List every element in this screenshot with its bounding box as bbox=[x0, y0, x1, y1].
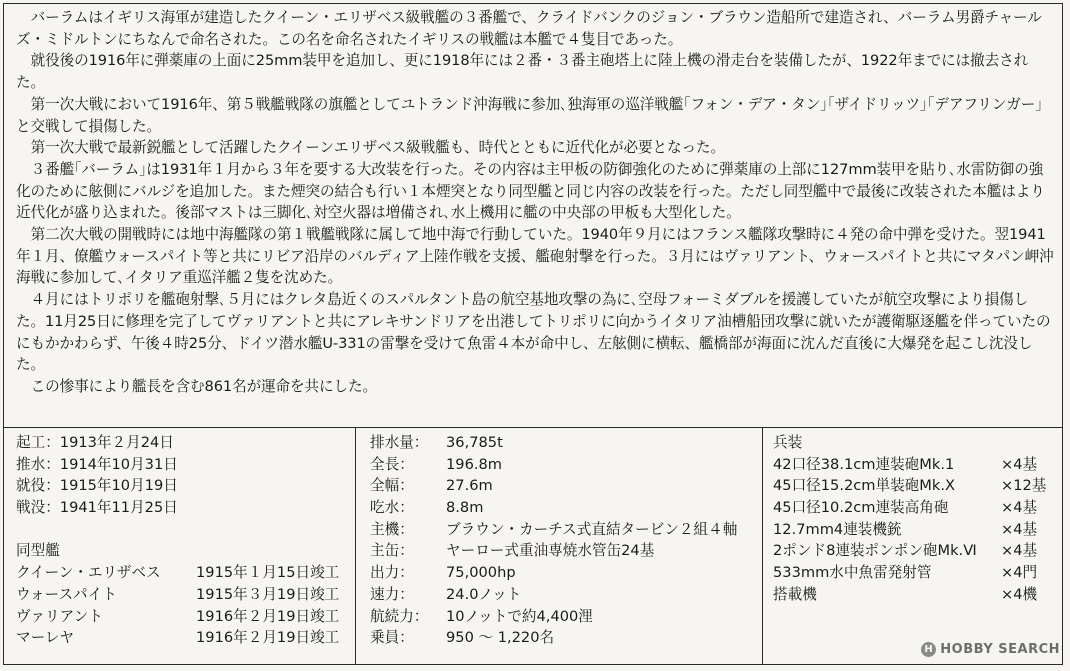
weapon-count: ×4基 bbox=[1001, 520, 1038, 538]
armament-column bbox=[763, 428, 1062, 664]
sister-ship-date: 1916年２月19日竣工 bbox=[196, 629, 340, 647]
sister-ship-name: クイーン・エリザベス bbox=[16, 564, 161, 582]
spec-label: 吃水： bbox=[370, 499, 414, 517]
sister-ship-name: ウォースパイト bbox=[16, 585, 117, 603]
weapon-name: 533mm水中魚雷発射管 bbox=[773, 564, 932, 582]
dates-column bbox=[4, 428, 356, 664]
armament-row bbox=[773, 519, 1062, 541]
history-paragraph: 第一次大戦で最新鋭艦として活躍したクイーンエリザベス級戦艦も、時代とともに近代化が必要となった。 bbox=[30, 139, 725, 157]
spec-row bbox=[370, 475, 762, 497]
armament-row bbox=[773, 454, 1062, 476]
armament-row bbox=[773, 475, 1062, 497]
spec-row bbox=[370, 540, 762, 562]
spec-row bbox=[370, 519, 762, 541]
spec-label: 全幅： bbox=[370, 477, 414, 495]
date-row: 推水：1914年10月31日 bbox=[16, 455, 178, 473]
date-row: 就役：1915年10月19日 bbox=[16, 477, 178, 495]
spec-row bbox=[370, 562, 762, 584]
sister-ship-row bbox=[16, 562, 355, 584]
history-paragraph: 就役後の1916年に弾薬庫の上面に25mm装甲を追加し、更に1918年には２番・３番主砲塔上に陸上機の滑走台を装備したが、1922年までには撤去された。 bbox=[16, 52, 1029, 92]
weapon-name: 搭載機 bbox=[773, 585, 817, 603]
watermark bbox=[921, 642, 1060, 657]
armament-row bbox=[773, 562, 1062, 584]
sister-ship-date: 1915年１月15日竣工 bbox=[196, 564, 340, 582]
spec-value: 36,785t bbox=[446, 434, 503, 451]
armament-row bbox=[773, 497, 1062, 519]
spec-value: ブラウン・カーチス式直結タービン２組４軸 bbox=[446, 520, 738, 538]
spec-row bbox=[370, 432, 762, 454]
spec-table bbox=[4, 428, 1062, 664]
spec-label: 航続力： bbox=[370, 607, 429, 625]
spec-value: ヤーロー式重油専焼水管缶24基 bbox=[446, 542, 655, 560]
sister-ships-title: 同型艦 bbox=[16, 542, 60, 560]
spec-row bbox=[370, 606, 762, 628]
sister-ship-date: 1916年２月19日竣工 bbox=[196, 607, 340, 625]
spec-label: 出力： bbox=[370, 564, 414, 582]
weapon-count: ×4基 bbox=[1001, 499, 1038, 517]
weapon-count: ×4門 bbox=[1001, 564, 1038, 582]
spec-value: 24.0ノット bbox=[446, 585, 522, 603]
history-paragraph: この惨事により艦長を含む861名が運命を共にした。 bbox=[30, 377, 378, 395]
spec-row bbox=[370, 497, 762, 519]
weapon-count: ×4基 bbox=[1001, 542, 1038, 560]
spec-value: 8.8m bbox=[446, 499, 484, 517]
weapon-name: 42口径38.1cm連装砲Mk.1 bbox=[773, 455, 955, 473]
spec-label: 全長： bbox=[370, 455, 414, 473]
spec-value: 196.8m bbox=[446, 455, 502, 473]
history-paragraph: 第一次大戦において1916年、第５戦艦戦隊の旗艦としてユトランド沖海戦に参加､独海軍の巡洋戦艦｢フォン・デア・タン｣｢ザイドリッツ｣｢デアフリンガー｣と交戦して損傷した。 bbox=[16, 95, 1043, 135]
weapon-name: 2ポンド8連装ポンポン砲Mk.Ⅵ bbox=[773, 542, 977, 560]
specs-column bbox=[356, 428, 763, 664]
hobby-search-logo-icon: H bbox=[921, 642, 936, 657]
armament-title: 兵装 bbox=[773, 434, 803, 451]
history-paragraph: バーラムはイギリス海軍が建造したクイーン・エリザベス級戦艦の３番艦で、クライドバンクのジョン・ブラウン造船所で建造され、バーラム男爵チャールズ・ミドルトンにちなんで命名された。この名を命名されたイギリスの戦艦は本艦で４隻目であった。 bbox=[16, 9, 1042, 48]
history-paragraph: 第二次大戦の開戦時には地中海艦隊の第１戦艦戦隊に属して地中海で行動していた。1940年９月にはフランス艦隊攻撃時に４発の命中弾を受けた。翌1941年１月、僚艦ウォースパイト等と共にリビア沿岸のバルディア上陸作戦を支援、艦砲射撃を行った。３月にはヴァリアント、ウォースパイトと共にマタパン岬沖海戦に参加して､イタリア重巡洋艦２隻を沈めた。 bbox=[16, 226, 1054, 287]
sister-ship-row bbox=[16, 584, 355, 606]
sister-ship-date: 1915年３月19日竣工 bbox=[196, 585, 340, 603]
history-paragraph: ３番艦｢バーラム｣は1931年１月から３年を要する大改装を行った。その内容は主甲板の防御強化のために弾薬庫の上部に127mm装甲を貼り､水雷防御の強化のために舷側にバルジを追加した。また煙突の結合も行い１本煙突となり同型艦と同じ内容の改装を行った。ただし同型艦中で最後に改装された本艦はより近代化が盛り込まれた。後部マストは三脚化､対空火器は増備され､水上機用に艦の中央部の甲板も大型化した。 bbox=[16, 160, 1045, 222]
spec-label: 乗員： bbox=[370, 629, 414, 647]
watermark-text: HOBBY SEARCH bbox=[940, 642, 1060, 657]
history-section bbox=[4, 4, 1062, 428]
spec-label: 排水量： bbox=[370, 434, 429, 451]
spec-value: 27.6m bbox=[446, 477, 493, 495]
spec-row bbox=[370, 454, 762, 476]
weapon-count: ×4基 bbox=[1001, 455, 1038, 473]
weapon-count: ×12基 bbox=[1001, 477, 1047, 495]
sister-ship-row bbox=[16, 606, 355, 628]
spec-value: 75,000hp bbox=[446, 564, 516, 582]
date-row: 起工：1913年２月24日 bbox=[16, 434, 174, 451]
weapon-name: 12.7mm4連装機銃 bbox=[773, 520, 902, 538]
sister-ship-row bbox=[16, 627, 355, 649]
armament-row bbox=[773, 540, 1062, 562]
sister-ship-name: ヴァリアント bbox=[16, 607, 103, 625]
spec-label: 速力： bbox=[370, 585, 414, 603]
weapon-name: 45口径15.2cm単装砲Mk.X bbox=[773, 477, 955, 495]
armament-row bbox=[773, 584, 1062, 606]
spec-label: 主機： bbox=[370, 520, 414, 538]
history-paragraph: ４月にはトリポリを艦砲射撃､５月にはクレタ島近くのスパルタント島の航空基地攻撃の為に､空母フォーミダブルを援護していたが航空攻撃により損傷した。11月25日に修理を完了してヴァリアントと共にアレキサンドリアを出港してトリポリに向かうイタリア油槽船団攻撃に就いたが護衛駆逐艦を伴っていたのにもかかわらず、午後４時25分、ドイツ潜水艦U-331の雷撃を受けて魚雷４本が命中し、左舷側に横転、艦橋部が海面に沈んだ直後に大爆発を起こし沈没した。 bbox=[16, 291, 1051, 374]
spec-value: 950 ～ 1,220名 bbox=[446, 629, 555, 647]
weapon-name: 45口径10.2cm連装高角砲 bbox=[773, 499, 949, 517]
date-row: 戦没：1941年11月25日 bbox=[16, 499, 178, 517]
spec-label: 主缶： bbox=[370, 542, 414, 560]
spec-value: 10ノットで約4,400浬 bbox=[446, 607, 593, 625]
weapon-count: ×4機 bbox=[1001, 585, 1038, 603]
spec-row bbox=[370, 627, 762, 649]
sister-ship-name: マーレヤ bbox=[16, 629, 75, 647]
spec-row bbox=[370, 584, 762, 606]
